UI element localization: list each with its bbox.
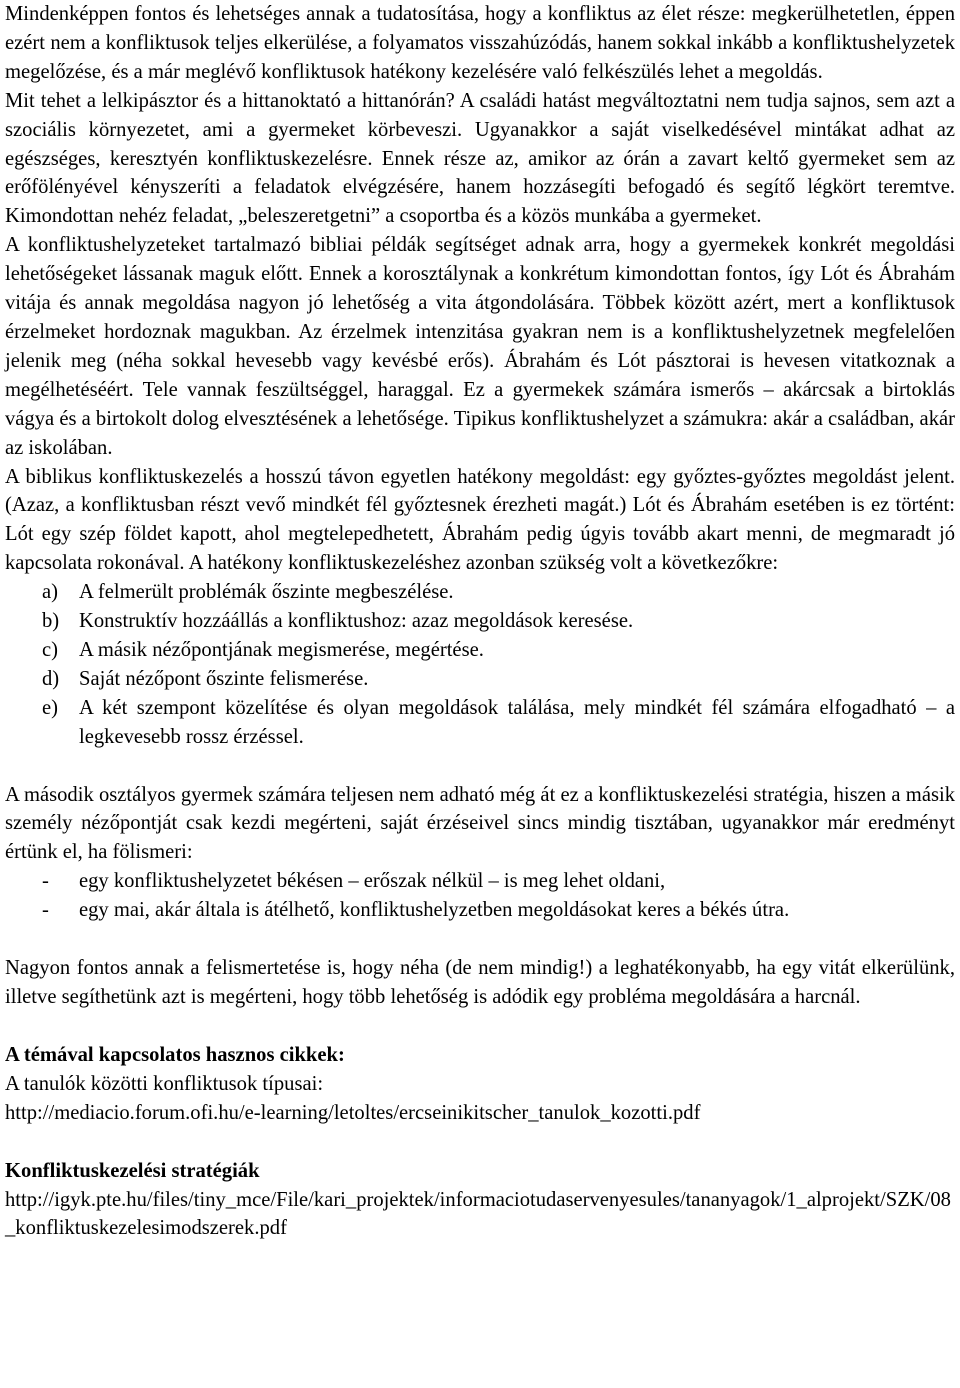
resources-heading: A témával kapcsolatos hasznos cikkek:	[5, 1043, 345, 1066]
spacer	[5, 752, 955, 781]
list-item	[5, 896, 955, 925]
list-marker: c)	[42, 638, 58, 661]
paragraph-bible-examples: A konfliktushelyzeteket tartalmazó bibliai példák segítséget adnak arra, hogy a gyermekek konkrét megoldási lehetőségeket lássanak maguk előtt. Ennek a korosztálynak a konkrétum kimondottan fontos, így Lót és Ábrahám vitája és annak megoldása nagyon jó lehetőség a vita átgondolására. Többek között azért, mert a konfliktusok érzelmeket hordoznak magukban. Az érzelmek intenzitása gyakran nem is a konfliktushelyzetnek megfelelően jelenik meg (néha sokkal hevesebb vagy kevésbé erős). Ábrahám és Lót pásztorai is hevesen vitatkoznak a megélhetéséért. Tele vannak feszültséggel, haraggal. Ez a gyermekek számára ismerős – akárcsak a birtoklás vágya és a birtokolt dolog elvesztésének a lehetősége. Tipikus konfliktushelyzet a számukra: akár a családban, akár az iskolában.	[5, 234, 955, 459]
paragraph-second-grade: A második osztályos gyermek számára teljesen nem adható még át ez a konfliktuskezelési stratégia, hiszen a másik személy nézőpontját csak kezdi megérteni, saját érzéseivel sincs mindig tisztában, ugyanakkor már eredményt értünk el, ha fölismeri:	[5, 783, 955, 864]
resource-2-title: Konfliktuskezelési stratégiák	[5, 1159, 260, 1182]
list-marker: a)	[42, 581, 58, 604]
list-item	[5, 867, 955, 896]
list-item-text: Saját nézőpont őszinte felismerése.	[79, 667, 369, 690]
resource-1-title: A tanulók közötti konfliktusok típusai:	[5, 1072, 324, 1095]
list-marker: -	[42, 870, 49, 893]
list-marker: b)	[42, 610, 60, 633]
paragraph-teacher: Mit tehet a lelkipásztor és a hittanoktató a hittanórán? A családi hatást megváltoztatni nem tudja sajnos, sem azt a szociális környezetet, ami a gyermeket körbeveszi. Ugyanakkor a saját viselkedésével mintákat adhat az egészséges, keresztyén konfliktuskezelésre. Ennek része az, amikor az órán a zavart keltő gyermeket sem az erőfölényével kényszeríti a feladatok elvégzésére, hanem hozzásegíti befogadó és segítő légkört teremtve. Kimondottan nehéz feladat, „beleszeretgetni” a csoportba és a közös munkába a gyermeket.	[5, 89, 955, 228]
list-item	[5, 636, 955, 665]
list-item	[5, 665, 955, 694]
spacer	[5, 1128, 955, 1157]
list-item-text: A felmerült problémák őszinte megbeszélése.	[79, 581, 454, 604]
list-item-text: egy mai, akár általa is átélhető, konfliktushelyzetben megoldásokat keres a békés útra.	[79, 899, 790, 922]
list-item-text: egy konfliktushelyzetet békésen – erőszak nélkül – is meg lehet oldani,	[79, 870, 666, 893]
list-item	[5, 578, 955, 607]
resource-1-link[interactable]: http://mediacio.forum.ofi.hu/e-learning/letoltes/ercseinikitscher_tanulok_kozotti.pdf	[5, 1101, 701, 1124]
list-item	[5, 607, 955, 636]
list-marker: e)	[42, 696, 58, 719]
paragraph-intro: Mindenképpen fontos és lehetséges annak a tudatosítása, hogy a konfliktus az élet része: megkerülhetetlen, éppen ezért nem a konfliktusok teljes elkerülése, a folyamatos visszahúzódás, hanem sokkal inkább a konfliktushelyzetek megelőzése, és a már meglévő konfliktusok hatékony kezelésére való felkészülés lehet a megoldás.	[5, 3, 955, 83]
list-item	[5, 694, 955, 752]
spacer	[5, 925, 955, 954]
list-marker: d)	[42, 667, 60, 690]
list-marker: -	[42, 899, 49, 922]
list-item-text: A másik nézőpontjának megismerése, megértése.	[79, 638, 484, 661]
resource-2-link[interactable]: http://igyk.pte.hu/files/tiny_mce/File/kari_projektek/informaciotudaservenyesules/tananyagok/1_alprojekt/SZK/08_konfliktuskezelesimodszerek.pdf	[5, 1188, 951, 1240]
steps-list	[5, 578, 955, 751]
document-page	[5, 0, 955, 1243]
list-item-text: A két szempont közelítése és olyan megoldások találása, mely mindkét fél számára elfogadható – a legkevesebb rossz érzéssel.	[79, 696, 955, 748]
list-item-text: Konstruktív hozzáállás a konfliktushoz: azaz megoldások keresése.	[79, 610, 634, 633]
recognitions-list	[5, 867, 955, 925]
paragraph-biblical-conflict: A biblikus konfliktuskezelés a hosszú távon egyetlen hatékony megoldást: egy győztes-győztes megoldást jelent. (Azaz, a konfliktusban részt vevő mindkét fél győztesnek érezheti magát.) Lót és Ábrahám esetében is ez történt: Lót egy szép földet kapott, ahol megtelepedhetett, Ábrahám pedig úgyis tovább akart menni, de megmaradt jó kapcsolata rokonával. A hatékony konfliktuskezeléshez azonban szükség volt a következőkre:	[5, 465, 955, 575]
spacer	[5, 1012, 955, 1041]
paragraph-avoidance: Nagyon fontos annak a felismertetése is, hogy néha (de nem mindig!) a leghatékonyabb, ha egy vitát elkerülünk, illetve segíthetünk azt is megérteni, hogy több lehetőség is adódik egy probléma megoldására a harcnál.	[5, 957, 955, 1008]
